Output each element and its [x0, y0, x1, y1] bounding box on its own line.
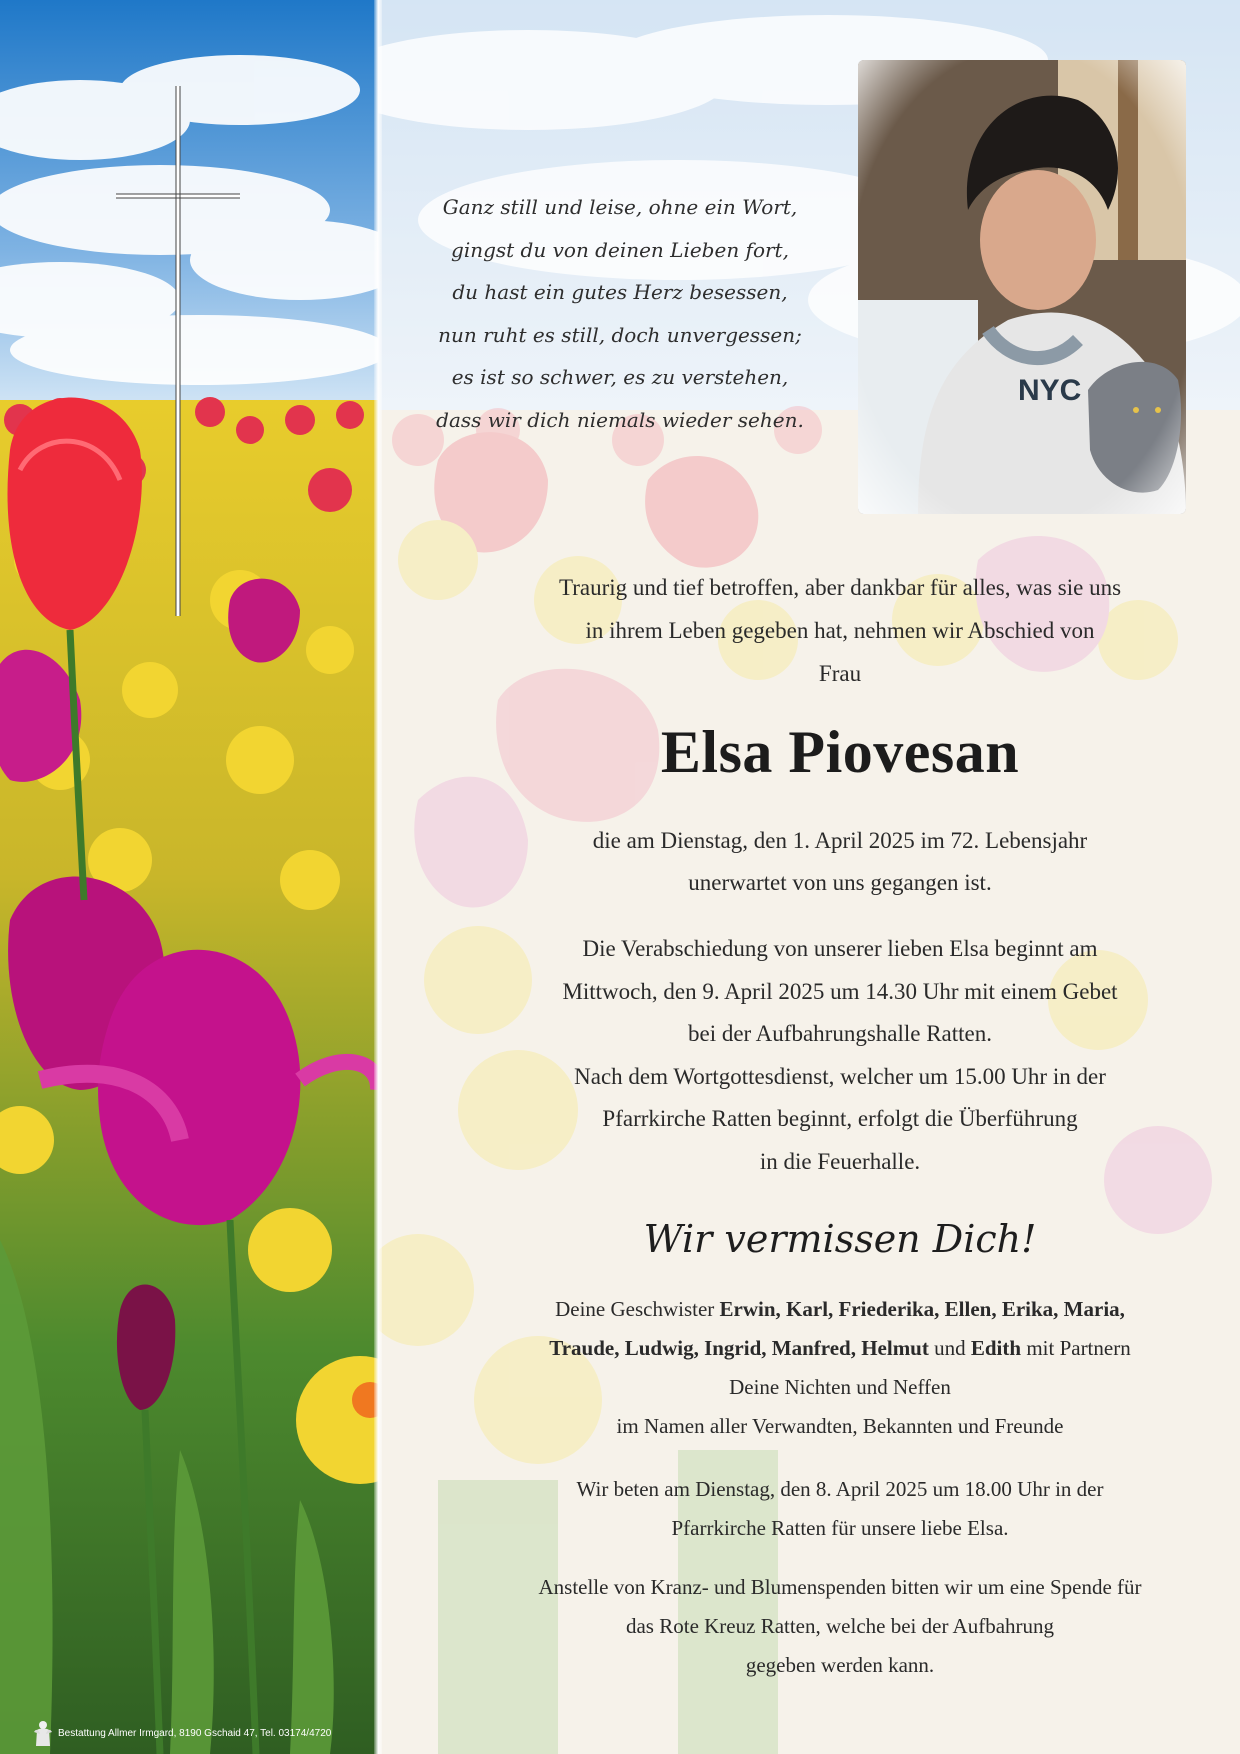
- funeral-line: Pfarrkirche Ratten beginnt, erfolgt die Überführung: [602, 1106, 1078, 1131]
- family-mourners: [480, 1290, 1200, 1446]
- prayer-line: Wir beten am Dienstag, den 8. April 2025 um 18.00 Uhr in der: [576, 1477, 1104, 1501]
- family-conj: und: [928, 1336, 971, 1360]
- sibling-names: Traude, Ludwig, Ingrid, Manfred, Helmut: [549, 1336, 929, 1360]
- family-line: [480, 1329, 1200, 1368]
- family-line: im Namen aller Verwandten, Bekannten und Freunde: [616, 1414, 1064, 1438]
- poem-line: nun ruht es still, doch unvergessen;: [438, 322, 802, 347]
- poem-line: Ganz still und leise, ohne ein Wort,: [442, 195, 798, 219]
- poem-line: du hast ein gutes Herz besessen,: [452, 280, 788, 304]
- prayer-line: Pfarrkirche Ratten für unsere liebe Elsa.: [671, 1516, 1009, 1540]
- miss-you-heading: Wir vermissen Dich!: [643, 1217, 1037, 1261]
- intro-line: Traurig und tief betroffen, aber dankbar für alles, was sie uns: [558, 575, 1122, 600]
- poem-line: gingst du von deinen Lieben fort,: [451, 237, 789, 262]
- intro-line: in ihrem Leben gegeben hat, nehmen wir Abschied von: [585, 618, 1095, 643]
- funeral-line: Die Verabschiedung von unserer lieben Elsa beginnt am: [582, 936, 1098, 961]
- death-line: die am Dienstag, den 1. April 2025 im 72. Lebensjahr: [592, 828, 1088, 853]
- deceased-name: Elsa Piovesan: [660, 719, 1020, 785]
- donation-line: Anstelle von Kranz- und Blumenspenden bitten wir um eine Spende für: [538, 1575, 1142, 1599]
- family-line: [480, 1290, 1200, 1329]
- prayer-info: [480, 1470, 1200, 1548]
- intro-text: [480, 566, 1200, 695]
- portrait-photo: [858, 60, 1186, 514]
- footer-text: Bestattung Allmer Irmgard, 8190 Gschaid 47, Tel. 03174/4720: [58, 1727, 332, 1739]
- family-line: Deine Nichten und Neffen: [729, 1375, 951, 1399]
- funeral-line: Mittwoch, den 9. April 2025 um 14.30 Uhr mit einem Gebet: [562, 978, 1118, 1004]
- donation-line: das Rote Kreuz Ratten, welche bei der Aufbahrung: [625, 1614, 1055, 1638]
- sibling-names: Erwin, Karl, Friederika, Ellen, Erika, Maria,: [719, 1297, 1125, 1321]
- donation-line: gegeben werden kann.: [745, 1653, 935, 1677]
- poem-line: dass wir dich niemals wieder sehen.: [436, 407, 804, 432]
- funeral-line: bei der Aufbahrungshalle Ratten.: [687, 1021, 993, 1046]
- family-suffix: mit Partnern: [1021, 1336, 1131, 1360]
- funeral-line: Nach dem Wortgottesdienst, welcher um 15.00 Uhr in der: [574, 1063, 1106, 1089]
- angel-icon: [34, 1720, 52, 1746]
- family-prefix: Deine Geschwister: [555, 1297, 720, 1321]
- poem-line: es ist so schwer, es zu verstehen,: [451, 365, 789, 389]
- funeral-home-footer: [34, 1720, 331, 1746]
- memorial-poem: [420, 186, 820, 441]
- donation-info: [480, 1568, 1200, 1685]
- death-notice: [480, 820, 1200, 904]
- death-line: unerwartet von uns gegangen ist.: [688, 870, 992, 895]
- funeral-info: [480, 928, 1200, 1183]
- intro-title: Frau: [818, 661, 862, 686]
- cross-icon: [116, 86, 240, 616]
- funeral-line: in die Feuerhalle.: [759, 1148, 921, 1174]
- panel-divider: [374, 0, 382, 1754]
- sibling-names: Edith: [970, 1336, 1022, 1360]
